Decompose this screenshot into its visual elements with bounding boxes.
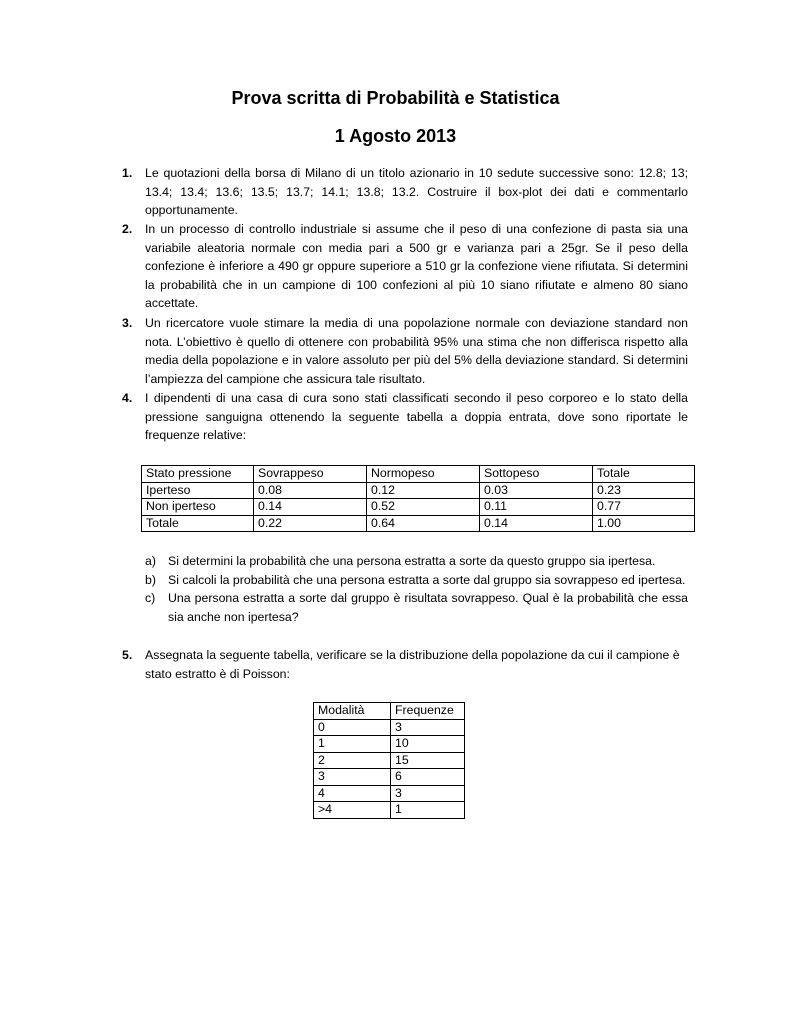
- question-number: 2.: [122, 222, 133, 236]
- table-row: [314, 785, 465, 802]
- table-cell: 2: [314, 752, 391, 769]
- table-cell: Totale: [142, 515, 254, 532]
- table-cell: 0.14: [254, 499, 367, 516]
- poisson-frequency-table: [313, 702, 465, 819]
- subquestion-label: c): [145, 591, 156, 605]
- question-text: Le quotazioni della borsa di Milano di un titolo azionario in 10 sedute successive sono: 12.8; 13; 13.4; 13.4; 13.6; 13.5; 13.7; 14.1; 13.8; 13.2. Costruire il box-plot dei dati e commentarlo opportunamente.: [145, 166, 688, 218]
- table-cell: 6: [391, 769, 465, 786]
- table-header-row: [142, 466, 695, 483]
- table-header-cell: Sovrappeso: [254, 466, 367, 483]
- table-cell: 0.77: [593, 499, 695, 516]
- table-row: [314, 736, 465, 753]
- table-cell: 0.14: [480, 515, 593, 532]
- question-number: 1.: [122, 166, 133, 180]
- question-text: Un ricercatore vuole stimare la media di una popolazione normale con deviazione standard non nota. L’obiettivo è quello di ottenere con probabilità 95% una stima che non differisca rispetto alla media della popolazione e in valore assoluto per più del 5% della deviazione standard. Si determini l’ampiezza del campione che assicura tale risultato.: [145, 316, 688, 386]
- table-header-cell: Modalità: [314, 703, 391, 720]
- table-row: [142, 499, 695, 516]
- table-cell: 1: [391, 802, 465, 819]
- table-cell: 4: [314, 785, 391, 802]
- table-cell: 0.23: [593, 482, 695, 499]
- subquestion-label: a): [145, 554, 156, 568]
- subquestion-label: b): [145, 573, 156, 587]
- table-cell: 1.00: [593, 515, 695, 532]
- table-header-cell: Sottopeso: [480, 466, 593, 483]
- question-text: I dipendenti di una casa di cura sono stati classificati secondo il peso corporeo e lo stato della pressione sanguigna ottenendo la seguente tabella a doppia entrata, dove sono riportate le frequenze relative:: [145, 391, 688, 443]
- exam-date: 1 Agosto 2013: [334, 126, 457, 146]
- table-header-cell: Frequenze: [391, 703, 465, 720]
- table-cell: 0.22: [254, 515, 367, 532]
- pressure-weight-table: [141, 465, 695, 532]
- table-cell: 3: [391, 785, 465, 802]
- exam-title: Prova scritta di Probabilità e Statistica: [231, 88, 560, 108]
- question-text: Assegnata la seguente tabella, verificare se la distribuzione della popolazione da cui il campione è stato estratto è di Poisson:: [145, 648, 680, 681]
- table-cell: Non iperteso: [142, 499, 254, 516]
- question-number: 5.: [122, 648, 133, 662]
- table-header-cell: Stato pressione: [142, 466, 254, 483]
- table-cell: 3: [391, 719, 465, 736]
- table-row: [314, 769, 465, 786]
- table-row: [314, 802, 465, 819]
- table-cell: 3: [314, 769, 391, 786]
- subquestion-text: Si determini la probabilità che una persona estratta a sorte da questo gruppo sia ipertesa.: [168, 554, 656, 568]
- table-header-cell: Normopeso: [367, 466, 480, 483]
- table-row: [142, 482, 695, 499]
- table-row: [142, 515, 695, 532]
- table-cell: 0.08: [254, 482, 367, 499]
- subquestion-text: Una persona estratta a sorte dal gruppo è risultata sovrappeso. Qual è la probabilità che essa sia anche non ipertesa?: [168, 591, 688, 624]
- question-number: 3.: [122, 316, 133, 330]
- table-row: [314, 719, 465, 736]
- table-cell: 0: [314, 719, 391, 736]
- table-cell: 0.11: [480, 499, 593, 516]
- table-cell: 0.03: [480, 482, 593, 499]
- question-number: 4.: [122, 391, 133, 405]
- table-header-cell: Totale: [593, 466, 695, 483]
- table-cell: 1: [314, 736, 391, 753]
- question-text: In un processo di controllo industriale si assume che il peso di una confezione di pasta sia una variabile aleatoria normale con media pari a 500 gr e varianza pari a 25gr. Se il peso della confezione è inferiore a 490 gr oppure superiore a 510 gr la confezione viene rifiutata. Si determini la probabilità che in un campione di 100 confezioni al più 10 siano rifiutate e almeno 80 siano accettate.: [145, 222, 688, 311]
- table-header-row: [314, 703, 465, 720]
- table-cell: 15: [391, 752, 465, 769]
- table-cell: 10: [391, 736, 465, 753]
- table-row: [314, 752, 465, 769]
- table-cell: 0.64: [367, 515, 480, 532]
- table-cell: 0.12: [367, 482, 480, 499]
- table-cell: >4: [314, 802, 391, 819]
- table-cell: Iperteso: [142, 482, 254, 499]
- table-cell: 0.52: [367, 499, 480, 516]
- subquestion-text: Si calcoli la probabilità che una persona estratta a sorte dal gruppo sia sovrappeso ed ipertesa.: [168, 573, 686, 587]
